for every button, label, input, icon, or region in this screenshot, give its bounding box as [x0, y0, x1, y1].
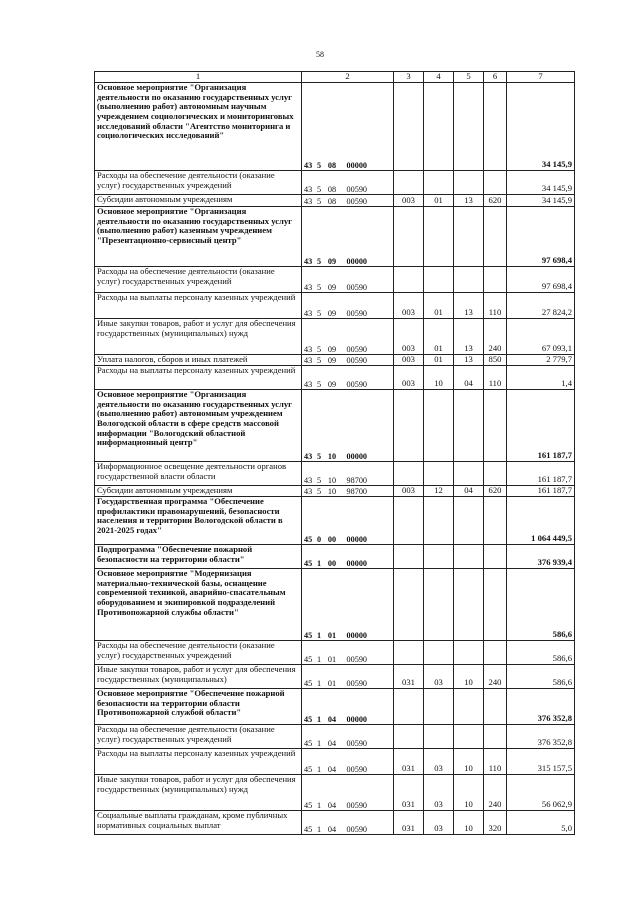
col-6-cell [484, 390, 507, 462]
header-cell: 4 [424, 72, 454, 83]
code-activity: 09 [327, 344, 337, 354]
code-program: 45 [304, 738, 313, 748]
page-number: 58 [316, 50, 324, 59]
code-subprogram: 5 [316, 344, 322, 354]
col-4-cell: 01 [424, 319, 454, 355]
code-direction: 00590 [346, 764, 367, 774]
header-cell: 5 [454, 72, 484, 83]
col-3-cell: 031 [394, 775, 424, 811]
header-cell: 3 [394, 72, 424, 83]
col-5-cell [454, 725, 484, 749]
amount-cell: 2 779,7 [507, 355, 575, 366]
code-direction: 00590 [346, 678, 367, 688]
col-6-cell [484, 641, 507, 665]
code-program: 45 [304, 678, 313, 688]
col-4-cell [424, 497, 454, 545]
code-activity: 08 [327, 160, 337, 170]
code-activity: 10 [327, 475, 337, 485]
code-subprogram: 5 [316, 451, 322, 461]
code-program: 43 [304, 451, 313, 461]
col-5-cell [454, 689, 484, 725]
table-row [95, 725, 575, 749]
code-subprogram: 1 [316, 800, 322, 810]
target-code [302, 545, 394, 569]
col-6-cell [484, 725, 507, 749]
row-description: Субсидии автономным учреждениям [95, 195, 302, 207]
table-row [95, 355, 575, 366]
code-direction: 00590 [346, 654, 367, 664]
col-6-cell: 110 [484, 293, 507, 319]
col-3-cell: 003 [394, 366, 424, 390]
col-6-cell [484, 462, 507, 486]
code-direction: 00000 [346, 256, 367, 266]
col-4-cell: 12 [424, 486, 454, 497]
col-5-cell: 13 [454, 319, 484, 355]
target-code [302, 267, 394, 293]
code-program: 45 [304, 534, 313, 544]
col-5-cell: 10 [454, 811, 484, 835]
col-4-cell: 01 [424, 355, 454, 366]
col-5-cell [454, 390, 484, 462]
table-row [95, 569, 575, 641]
code-direction: 00000 [346, 451, 367, 461]
col-5-cell: 13 [454, 355, 484, 366]
col-4-cell: 03 [424, 775, 454, 811]
code-subprogram: 5 [316, 486, 322, 496]
code-activity: 09 [327, 355, 337, 365]
col-5-cell: 10 [454, 775, 484, 811]
col-4-cell: 01 [424, 195, 454, 207]
target-code [302, 83, 394, 171]
amount-cell: 1,4 [507, 366, 575, 390]
row-description: Информационное освещение деятельности органов государственной власти области [95, 462, 302, 486]
col-6-cell [484, 207, 507, 267]
col-5-cell [454, 497, 484, 545]
code-program: 43 [304, 256, 313, 266]
code-direction: 00000 [346, 534, 367, 544]
col-4-cell [424, 689, 454, 725]
col-3-cell [394, 641, 424, 665]
code-program: 43 [304, 486, 313, 496]
code-subprogram: 1 [316, 824, 322, 834]
budget-table [94, 71, 575, 835]
amount-cell: 67 093,1 [507, 319, 575, 355]
table-row [95, 171, 575, 195]
col-4-cell [424, 725, 454, 749]
code-subprogram: 5 [316, 475, 322, 485]
row-description: Субсидии автономным учреждениям [95, 486, 302, 497]
code-subprogram: 1 [316, 654, 322, 664]
col-3-cell: 003 [394, 195, 424, 207]
amount-cell: 376 939,4 [507, 545, 575, 569]
target-code [302, 749, 394, 775]
code-program: 45 [304, 800, 313, 810]
table-row [95, 545, 575, 569]
col-3-cell: 031 [394, 749, 424, 775]
code-subprogram: 5 [316, 160, 322, 170]
amount-cell: 161 187,7 [507, 390, 575, 462]
amount-cell: 97 698,4 [507, 267, 575, 293]
code-program: 43 [304, 355, 313, 365]
code-program: 43 [304, 196, 313, 206]
row-description: Уплата налогов, сборов и иных платежей [95, 355, 302, 366]
code-subprogram: 5 [316, 379, 322, 389]
col-6-cell: 110 [484, 749, 507, 775]
col-3-cell [394, 390, 424, 462]
table-row [95, 83, 575, 171]
budget-table-body [95, 72, 575, 835]
col-6-cell: 620 [484, 486, 507, 497]
amount-cell: 376 352,8 [507, 689, 575, 725]
col-6-cell [484, 497, 507, 545]
code-program: 43 [304, 282, 313, 292]
col-3-cell: 003 [394, 293, 424, 319]
col-5-cell [454, 641, 484, 665]
col-6-cell: 850 [484, 355, 507, 366]
code-program: 43 [304, 308, 313, 318]
code-activity: 04 [327, 738, 337, 748]
amount-cell: 586,6 [507, 569, 575, 641]
code-program: 43 [304, 160, 313, 170]
code-program: 45 [304, 630, 313, 640]
code-activity: 09 [327, 379, 337, 389]
col-3-cell [394, 689, 424, 725]
code-direction: 00590 [346, 824, 367, 834]
table-row [95, 462, 575, 486]
col-4-cell: 03 [424, 749, 454, 775]
amount-cell: 34 145,9 [507, 195, 575, 207]
col-6-cell [484, 569, 507, 641]
col-5-cell: 04 [454, 366, 484, 390]
table-row [95, 486, 575, 497]
col-5-cell [454, 171, 484, 195]
code-activity: 09 [327, 282, 337, 292]
target-code [302, 725, 394, 749]
row-description: Основное мероприятие "Организация деятельности по оказанию государственных услуг (выполнению работ) автономным учреждением Вологодской области в сфере средств массовой информации "Вологодский областной информационный центр" [95, 390, 302, 462]
table-row [95, 366, 575, 390]
code-program: 45 [304, 714, 313, 724]
amount-cell: 56 062,9 [507, 775, 575, 811]
code-activity: 04 [327, 714, 337, 724]
col-6-cell [484, 83, 507, 171]
col-4-cell [424, 207, 454, 267]
row-description: Расходы на обеспечение деятельности (оказание услуг) государственных учреждений [95, 641, 302, 665]
col-3-cell: 003 [394, 355, 424, 366]
col-4-cell [424, 641, 454, 665]
code-subprogram: 1 [316, 558, 322, 568]
row-description: Расходы на выплаты персоналу казенных учреждений [95, 293, 302, 319]
code-direction: 00590 [346, 344, 367, 354]
table-row [95, 689, 575, 725]
target-code [302, 569, 394, 641]
amount-cell: 161 187,7 [507, 486, 575, 497]
target-code [302, 497, 394, 545]
col-3-cell [394, 725, 424, 749]
col-5-cell: 13 [454, 293, 484, 319]
col-6-cell [484, 267, 507, 293]
col-3-cell [394, 207, 424, 267]
amount-cell: 586,6 [507, 665, 575, 689]
table-row [95, 641, 575, 665]
amount-cell: 97 698,4 [507, 207, 575, 267]
row-description: Расходы на обеспечение деятельности (оказание услуг) государственных учреждений [95, 267, 302, 293]
code-program: 45 [304, 654, 313, 664]
code-direction: 00590 [346, 379, 367, 389]
amount-cell: 27 824,2 [507, 293, 575, 319]
col-4-cell: 01 [424, 293, 454, 319]
code-activity: 01 [327, 678, 337, 688]
amount-cell: 34 145,9 [507, 83, 575, 171]
code-direction: 98700 [346, 475, 367, 485]
table-row [95, 497, 575, 545]
code-subprogram: 5 [316, 355, 322, 365]
col-4-cell [424, 267, 454, 293]
code-activity: 01 [327, 630, 337, 640]
amount-cell: 161 187,7 [507, 462, 575, 486]
code-subprogram: 5 [316, 308, 322, 318]
amount-cell: 586,6 [507, 641, 575, 665]
code-direction: 00590 [346, 800, 367, 810]
table-row [95, 267, 575, 293]
code-direction: 00590 [346, 184, 367, 194]
row-description: Государственная программа "Обеспечение профилактики правонарушений, безопасности населения и территории Вологодской области в 2021-2025 годах" [95, 497, 302, 545]
code-subprogram: 5 [316, 196, 322, 206]
col-3-cell: 003 [394, 486, 424, 497]
target-code [302, 665, 394, 689]
target-code [302, 390, 394, 462]
col-4-cell: 03 [424, 665, 454, 689]
code-activity: 09 [327, 308, 337, 318]
code-subprogram: 5 [316, 282, 322, 292]
code-direction: 00590 [346, 282, 367, 292]
code-program: 43 [304, 475, 313, 485]
row-description: Иные закупки товаров, работ и услуг для обеспечения государственных (муниципальных) нужд [95, 775, 302, 811]
code-program: 45 [304, 824, 313, 834]
code-direction: 98700 [346, 486, 367, 496]
col-4-cell [424, 171, 454, 195]
table-row [95, 665, 575, 689]
amount-cell: 315 157,5 [507, 749, 575, 775]
code-subprogram: 1 [316, 714, 322, 724]
col-4-cell [424, 462, 454, 486]
target-code [302, 689, 394, 725]
code-activity: 00 [327, 534, 337, 544]
target-code [302, 366, 394, 390]
col-5-cell [454, 569, 484, 641]
code-subprogram: 1 [316, 630, 322, 640]
code-direction: 00590 [346, 738, 367, 748]
target-code [302, 462, 394, 486]
col-5-cell [454, 267, 484, 293]
code-direction: 00590 [346, 355, 367, 365]
code-program: 43 [304, 184, 313, 194]
code-activity: 10 [327, 451, 337, 461]
table-row [95, 811, 575, 835]
col-3-cell: 003 [394, 319, 424, 355]
header-cell: 6 [484, 72, 507, 83]
code-direction: 00590 [346, 308, 367, 318]
table-row [95, 195, 575, 207]
table-row [95, 775, 575, 811]
code-activity: 01 [327, 654, 337, 664]
code-program: 43 [304, 379, 313, 389]
col-6-cell [484, 171, 507, 195]
col-4-cell [424, 83, 454, 171]
target-code [302, 355, 394, 366]
col-6-cell: 620 [484, 195, 507, 207]
code-activity: 09 [327, 256, 337, 266]
col-6-cell [484, 689, 507, 725]
header-cell: 7 [507, 72, 575, 83]
target-code [302, 641, 394, 665]
code-activity: 08 [327, 184, 337, 194]
target-code [302, 319, 394, 355]
code-subprogram: 0 [316, 534, 322, 544]
col-5-cell [454, 207, 484, 267]
col-5-cell [454, 462, 484, 486]
code-activity: 04 [327, 800, 337, 810]
col-3-cell [394, 497, 424, 545]
target-code [302, 811, 394, 835]
row-description: Основное мероприятие "Модернизация материально-технической базы, оснащение современной техникой, аварийно-спасательным оборудованием и экипировкой подразделений Противопожарной службы области" [95, 569, 302, 641]
table-row [95, 207, 575, 267]
row-description: Расходы на выплаты персоналу казенных учреждений [95, 366, 302, 390]
code-direction: 00000 [346, 714, 367, 724]
col-4-cell [424, 545, 454, 569]
row-description: Основное мероприятие "Организация деятельности по оказанию государственных услуг (выполнению работ) казенным учреждением "Презентационно-сервисный центр" [95, 207, 302, 267]
code-program: 45 [304, 764, 313, 774]
row-description: Иные закупки товаров, работ и услуг для обеспечения государственных (муниципальных) [95, 665, 302, 689]
code-activity: 08 [327, 196, 337, 206]
amount-cell: 34 145,9 [507, 171, 575, 195]
code-subprogram: 5 [316, 256, 322, 266]
row-description: Иные закупки товаров, работ и услуг для обеспечения государственных (муниципальных) нужд [95, 319, 302, 355]
row-description: Подпрограмма "Обеспечение пожарной безопасности на территории области" [95, 545, 302, 569]
row-description: Основное мероприятие "Обеспечение пожарной безопасности на территории области Противопожарной службой области" [95, 689, 302, 725]
col-3-cell [394, 462, 424, 486]
col-4-cell: 03 [424, 811, 454, 835]
target-code [302, 207, 394, 267]
target-code [302, 171, 394, 195]
amount-cell: 376 352,8 [507, 725, 575, 749]
target-code [302, 486, 394, 497]
target-code [302, 195, 394, 207]
table-row [95, 319, 575, 355]
code-program: 43 [304, 344, 313, 354]
header-row [95, 72, 575, 83]
col-4-cell: 10 [424, 366, 454, 390]
code-activity: 04 [327, 764, 337, 774]
col-5-cell [454, 545, 484, 569]
col-3-cell: 031 [394, 811, 424, 835]
row-description: Расходы на выплаты персоналу казенных учреждений [95, 749, 302, 775]
col-5-cell: 10 [454, 665, 484, 689]
header-cell: 1 [95, 72, 302, 83]
code-subprogram: 1 [316, 738, 322, 748]
header-cell: 2 [302, 72, 394, 83]
col-5-cell [454, 83, 484, 171]
row-description: Основное мероприятие "Организация деятельности по оказанию государственных услуг (выполнению работ) автономным научным учреждением социологических и мониторинговых исследований области "Агентство мониторинга и социологических исследований" [95, 83, 302, 171]
amount-cell: 5,0 [507, 811, 575, 835]
col-6-cell: 240 [484, 319, 507, 355]
row-description: Социальные выплаты гражданам, кроме публичных нормативных социальных выплат [95, 811, 302, 835]
col-5-cell: 13 [454, 195, 484, 207]
col-3-cell [394, 83, 424, 171]
code-activity: 04 [327, 824, 337, 834]
col-3-cell [394, 545, 424, 569]
code-activity: 10 [327, 486, 337, 496]
code-program: 45 [304, 558, 313, 568]
col-3-cell [394, 569, 424, 641]
col-4-cell [424, 390, 454, 462]
amount-cell: 1 064 449,5 [507, 497, 575, 545]
col-3-cell: 031 [394, 665, 424, 689]
col-5-cell: 10 [454, 749, 484, 775]
table-row [95, 293, 575, 319]
code-direction: 00000 [346, 630, 367, 640]
code-subprogram: 5 [316, 184, 322, 194]
col-6-cell [484, 545, 507, 569]
code-direction: 00000 [346, 558, 367, 568]
code-direction: 00590 [346, 196, 367, 206]
table-row [95, 390, 575, 462]
row-description: Расходы на обеспечение деятельности (оказание услуг) государственных учреждений [95, 725, 302, 749]
col-4-cell [424, 569, 454, 641]
col-6-cell: 320 [484, 811, 507, 835]
col-5-cell: 04 [454, 486, 484, 497]
col-3-cell [394, 267, 424, 293]
col-6-cell: 240 [484, 775, 507, 811]
target-code [302, 775, 394, 811]
code-direction: 00000 [346, 160, 367, 170]
col-6-cell: 110 [484, 366, 507, 390]
row-description: Расходы на обеспечение деятельности (оказание услуг) государственных учреждений [95, 171, 302, 195]
col-3-cell [394, 171, 424, 195]
table-row [95, 749, 575, 775]
code-subprogram: 1 [316, 764, 322, 774]
code-subprogram: 1 [316, 678, 322, 688]
target-code [302, 293, 394, 319]
code-activity: 00 [327, 558, 337, 568]
col-6-cell: 240 [484, 665, 507, 689]
